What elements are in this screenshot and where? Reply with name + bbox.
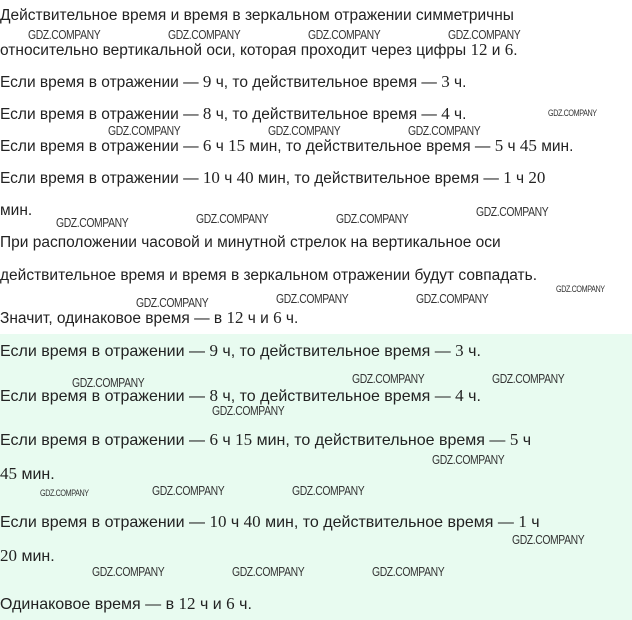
text-line: Если время в отражении — 6 ч 15 мин, то действительное время — 5 ч 45 мин. (0, 136, 574, 155)
answer-line: Если время в отражении — 6 ч 15 мин, то действительное время — 5 ч (0, 430, 532, 449)
watermark: GDZ.COMPANY (232, 564, 305, 579)
text-line: При расположении часовой и минутной стрелок на вертикальное оси (0, 234, 501, 251)
watermark: GDZ.COMPANY (448, 27, 521, 42)
watermark: GDZ.COMPANY (476, 204, 549, 219)
text-line: Значит, одинаковое время — в 12 ч и 6 ч. (0, 308, 299, 327)
watermark: GDZ.COMPANY (548, 108, 597, 118)
watermark: GDZ.COMPANY (152, 483, 225, 498)
answer-line: Если время в отражении — 10 ч 40 мин, то действительное время — 1 ч (0, 512, 540, 531)
text-line: действительное время и время в зеркальном отражении будут совпадать. (0, 267, 538, 284)
watermark: GDZ.COMPANY (196, 211, 269, 226)
watermark: GDZ.COMPANY (28, 27, 101, 42)
watermark: GDZ.COMPANY (408, 123, 481, 138)
text-line: мин. (0, 202, 33, 219)
watermark: GDZ.COMPANY (268, 123, 341, 138)
watermark: GDZ.COMPANY (92, 564, 165, 579)
text-line: Если время в отражении — 9 ч, то действительное время — 3 ч. (0, 72, 467, 91)
watermark: GDZ.COMPANY (72, 375, 145, 390)
watermark: GDZ.COMPANY (308, 27, 381, 42)
watermark: GDZ.COMPANY (56, 215, 129, 230)
text-line: Если время в отражении — 10 ч 40 мин, то действительное время — 1 ч 20 (0, 168, 546, 187)
watermark: GDZ.COMPANY (136, 295, 209, 310)
watermark: GDZ.COMPANY (352, 371, 425, 386)
watermark: GDZ.COMPANY (372, 564, 445, 579)
watermark: GDZ.COMPANY (168, 27, 241, 42)
watermark: GDZ.COMPANY (512, 532, 585, 547)
text-line: Действительное время и время в зеркальном отражении симметричны (0, 7, 514, 24)
answer-line: Одинаковое время — в 12 ч и 6 ч. (0, 594, 252, 613)
watermark: GDZ.COMPANY (212, 403, 285, 418)
watermark: GDZ.COMPANY (416, 291, 489, 306)
watermark: GDZ.COMPANY (40, 488, 89, 498)
text-line: относительно вертикальной оси, которая проходит через цифры 12 и 6. (0, 40, 518, 59)
watermark: GDZ.COMPANY (276, 291, 349, 306)
answer-line: 45 мин. (0, 464, 55, 483)
answer-line: Если время в отражении — 8 ч, то действительное время — 4 ч. (0, 386, 481, 405)
watermark: GDZ.COMPANY (492, 371, 565, 386)
answer-line: Если время в отражении — 9 ч, то действительное время — 3 ч. (0, 341, 481, 360)
watermark: GDZ.COMPANY (336, 211, 409, 226)
watermark: GDZ.COMPANY (432, 452, 505, 467)
watermark: GDZ.COMPANY (556, 284, 605, 294)
watermark: GDZ.COMPANY (108, 123, 181, 138)
watermark: GDZ.COMPANY (292, 483, 365, 498)
answer-line: 20 мин. (0, 546, 55, 565)
text-line: Если время в отражении — 8 ч, то действительное время — 4 ч. (0, 104, 467, 123)
